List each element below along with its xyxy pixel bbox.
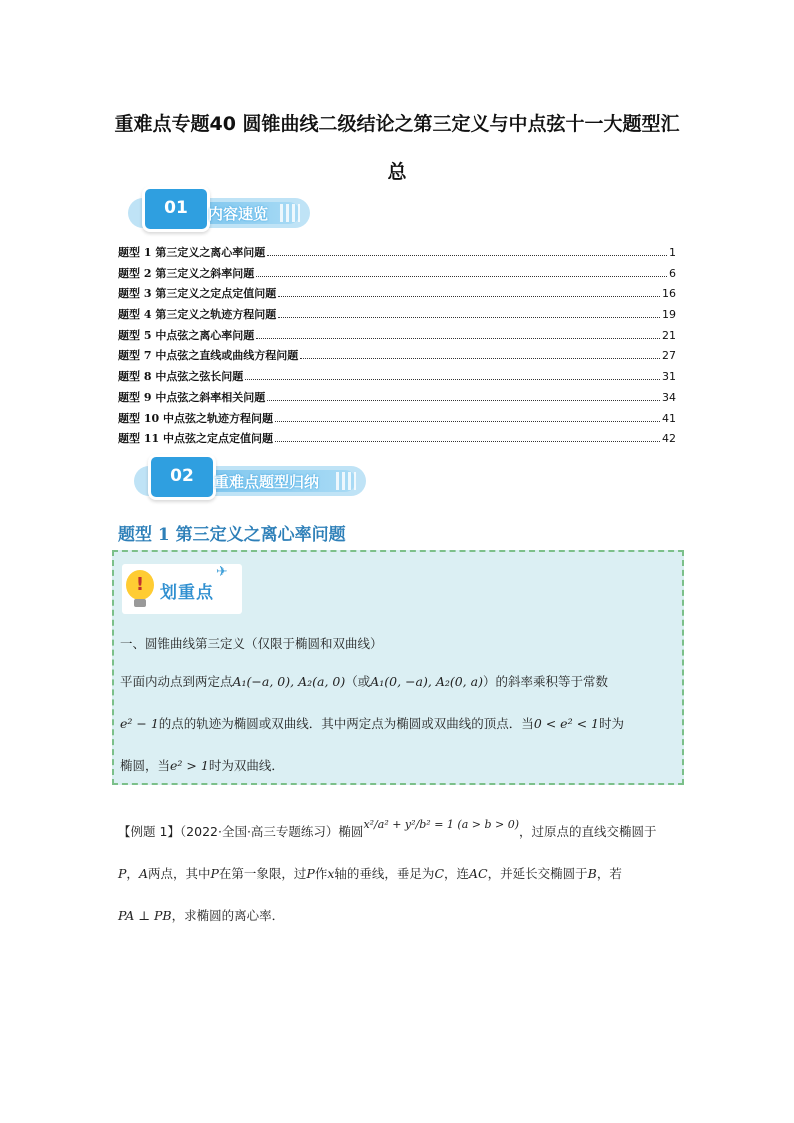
title-line-2: 总 xyxy=(387,161,407,183)
section-banner xyxy=(134,458,366,496)
toc-entry-page: 16 xyxy=(662,287,676,301)
toc-entry[interactable] xyxy=(118,389,676,410)
table-of-contents xyxy=(118,244,676,451)
toc-entry-title: 题型 11 中点弦之定点定值问题 xyxy=(118,432,273,446)
toc-entry-title: 题型 2 第三定义之斜率问题 xyxy=(118,266,255,280)
toc-entry-title: 题型 5 中点弦之离心率问题 xyxy=(118,328,255,342)
toc-entry-page: 1 xyxy=(669,246,676,259)
section-heading: 题型 1 第三定义之离心率问题 xyxy=(118,525,346,545)
banner-stripes xyxy=(280,204,300,222)
toc-entry[interactable] xyxy=(118,430,676,451)
toc-entry[interactable] xyxy=(118,368,676,389)
key-point-box xyxy=(112,550,684,785)
toc-entry[interactable] xyxy=(118,347,676,368)
toc-leader-dots xyxy=(267,400,660,401)
banner-label: 内容速览 xyxy=(208,205,269,223)
toc-leader-dots xyxy=(278,317,660,318)
toc-entry-page: 42 xyxy=(662,432,676,446)
note-line-3: e² − 1的点的轨迹为椭圆或双曲线．其中两定点为椭圆或双曲线的顶点．当0 < e² < 1时为 xyxy=(120,716,624,731)
banner-label: 重难点题型归纳 xyxy=(214,473,320,491)
toc-entry-title: 题型 7 中点弦之直线或曲线方程问题 xyxy=(118,349,299,363)
banner-number: 01 xyxy=(142,186,210,232)
document-title xyxy=(100,100,694,196)
logo-text: 划重点 xyxy=(160,583,214,603)
contents-banner xyxy=(128,190,310,228)
key-point-logo xyxy=(122,564,242,614)
note-line-4: 椭圆，当e² > 1时为双曲线． xyxy=(120,758,284,773)
toc-entry-page: 41 xyxy=(662,411,676,425)
toc-leader-dots xyxy=(256,276,667,277)
toc-leader-dots xyxy=(256,338,660,339)
toc-leader-dots xyxy=(267,255,667,256)
toc-entry-title: 题型 3 第三定义之定点定值问题 xyxy=(118,287,277,301)
toc-entry-page: 34 xyxy=(662,390,676,404)
toc-entry[interactable] xyxy=(118,244,676,265)
banner-stripes xyxy=(336,472,356,490)
example-line-1: 【例题 1】（2022·全国·高三专题练习）椭圆x²/a² + y²/b² = 1 (a > b > 0)，过原点的直线交椭圆于 xyxy=(118,818,657,839)
toc-leader-dots xyxy=(278,296,660,297)
banner-number: 02 xyxy=(148,454,216,500)
toc-entry-page: 27 xyxy=(662,349,676,363)
lightbulb-icon: ! xyxy=(126,570,154,600)
toc-entry-page: 6 xyxy=(669,266,676,280)
toc-leader-dots xyxy=(300,358,660,359)
toc-entry-title: 题型 9 中点弦之斜率相关问题 xyxy=(118,390,266,404)
example-line-3: PA ⊥ PB，求椭圆的离心率． xyxy=(118,908,285,923)
note-line-2: 平面内动点到两定点A₁(−a, 0), A₂(a, 0)（或A₁(0, −a), A₂(0, a)）的斜率乘积等于常数 xyxy=(120,674,608,689)
toc-entry[interactable] xyxy=(118,306,676,327)
toc-leader-dots xyxy=(245,379,660,380)
toc-entry-title: 题型 8 中点弦之弦长问题 xyxy=(118,370,244,384)
toc-entry-page: 31 xyxy=(662,370,676,384)
toc-leader-dots xyxy=(275,441,660,442)
toc-entry-page: 19 xyxy=(662,308,676,322)
example-line-2: P，A两点，其中P在第一象限，过P作x轴的垂线，垂足为C，连AC，并延长交椭圆于B，若 xyxy=(118,866,622,881)
toc-entry-page: 21 xyxy=(662,328,676,342)
toc-entry-title: 题型 1 第三定义之离心率问题 xyxy=(118,246,266,259)
paper-plane-icon: ✈ xyxy=(216,564,228,580)
note-line-1: 一、圆锥曲线第三定义（仅限于椭圆和双曲线） xyxy=(120,636,383,651)
toc-entry[interactable] xyxy=(118,265,676,286)
toc-entry-title: 题型 10 中点弦之轨迹方程问题 xyxy=(118,411,273,425)
toc-leader-dots xyxy=(275,421,660,422)
toc-entry[interactable] xyxy=(118,285,676,306)
toc-entry[interactable] xyxy=(118,410,676,431)
title-line-1: 重难点专题40 圆锥曲线二级结论之第三定义与中点弦十一大题型汇 xyxy=(114,113,680,135)
toc-entry[interactable] xyxy=(118,327,676,348)
toc-entry-title: 题型 4 第三定义之轨迹方程问题 xyxy=(118,308,277,322)
